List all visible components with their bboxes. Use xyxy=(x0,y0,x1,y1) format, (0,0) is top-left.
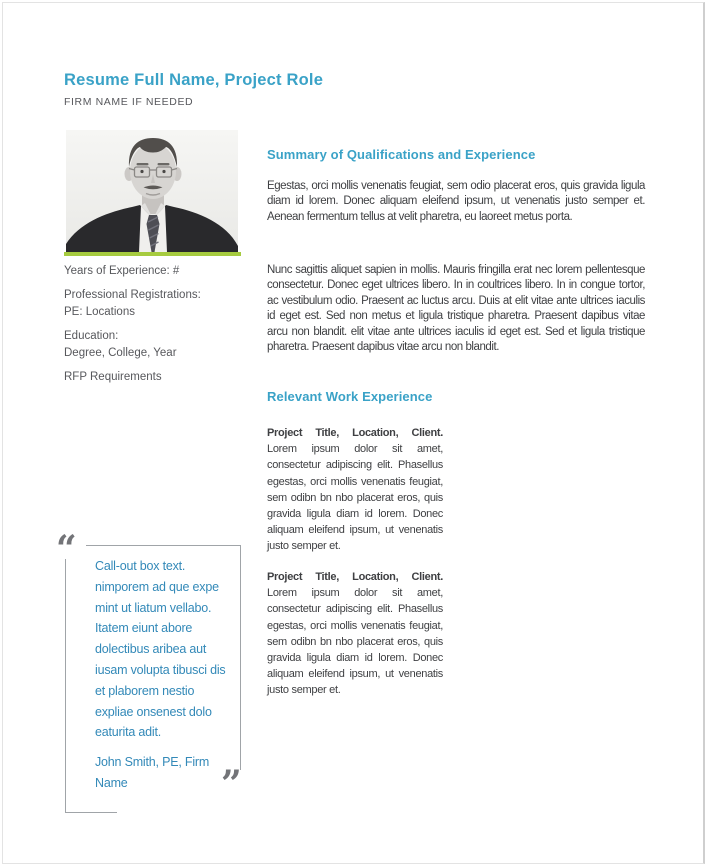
headshot-illustration xyxy=(66,130,238,252)
field-value: PE: Locations xyxy=(64,306,135,318)
callout-border-left xyxy=(65,559,66,813)
field-education xyxy=(64,328,252,362)
field-years-of-experience xyxy=(64,263,252,280)
close-quote-icon: ” xyxy=(221,763,242,805)
callout-border-bottom xyxy=(65,812,117,813)
callout-attribution: John Smith, PE, Firm Name xyxy=(95,755,210,790)
callout-border-top xyxy=(86,545,241,546)
project-title: Project Title, Location, Client. xyxy=(267,571,443,583)
field-label: Education: xyxy=(64,330,119,342)
firm-name: FIRM NAME IF NEEDED xyxy=(64,96,194,108)
callout-text: Call-out box text. nimporem ad que expe mint ut liatum vellabo. Itatem eiunt abore dolectibus aribea aut iusam volupta tibusci dis et plaborem nestio expliae onsenest dolo eaturita adit. xyxy=(95,559,226,740)
project-entry xyxy=(267,569,443,699)
field-professional-registrations xyxy=(64,287,252,321)
field-label: RFP Requirements xyxy=(64,371,162,383)
field-rfp-requirements xyxy=(64,369,252,386)
project-entry xyxy=(267,425,443,555)
field-label: Years of Experience: # xyxy=(64,265,180,277)
field-label: Professional Registrations: xyxy=(64,289,201,301)
project-body: Lorem ipsum dolor sit amet, consectetur adipiscing elit. Phasellus egestas, orci mollis venenatis feugiat, sem odibn bn nbo placerat eros, quis gravida ligula diam id lorem. Donec aliquam eleifend ipsum, ut venenatis justo semper et. xyxy=(267,587,443,697)
callout-border-right xyxy=(240,545,241,770)
summary-paragraph: Egestas, orci mollis venenatis feugiat, sem odio placerat eros, quis gravida ligula diam id lorem. Donec aliquam eleifend ipsum, ut venenatis justo semper et. Aenean fermentum tellus at velit pharetra, eu laoreet metus porta. xyxy=(267,179,645,223)
field-value: Degree, College, Year xyxy=(64,347,177,359)
headshot-photo xyxy=(66,130,238,252)
green-divider xyxy=(64,252,241,256)
project-role: Project Role xyxy=(224,71,324,90)
open-quote-icon: “ xyxy=(56,528,77,570)
summary-heading: Summary of Qualifications and Experience xyxy=(267,146,536,162)
summary-paragraph: Nunc sagittis aliquet sapien in mollis. Mauris fringilla erat nec lorem pellentesque consectetur. Donec eget ultrices libero. In in coultrices libero. In in congue tortor, ac vestibulum odio. Praesent ac luctus arcu. Duis at elit vitae ante ultrices iaculis id eget est. Sed non metus et ligula tristique pharetra. Praesent dapibus vitae arcu non blandit. elit vitae ante ultrices iaculis id eget est. Sed et ligula tristique pharetra. Praesent dapibus vitae arcu non blandit. xyxy=(267,263,645,353)
experience-heading: Relevant Work Experience xyxy=(267,388,433,404)
sidebar-fields xyxy=(64,263,252,393)
page-title xyxy=(64,71,323,90)
project-title: Project Title, Location, Client. xyxy=(267,427,443,439)
project-body: Lorem ipsum dolor sit amet, consectetur adipiscing elit. Phasellus egestas, orci mollis venenatis feugiat, sem odibn bn nbo placerat eros, quis gravida ligula diam id lorem. Donec aliquam eleifend ipsum, ut venenatis justo semper et. xyxy=(267,443,443,553)
resume-name: Resume Full Name, xyxy=(64,71,225,90)
